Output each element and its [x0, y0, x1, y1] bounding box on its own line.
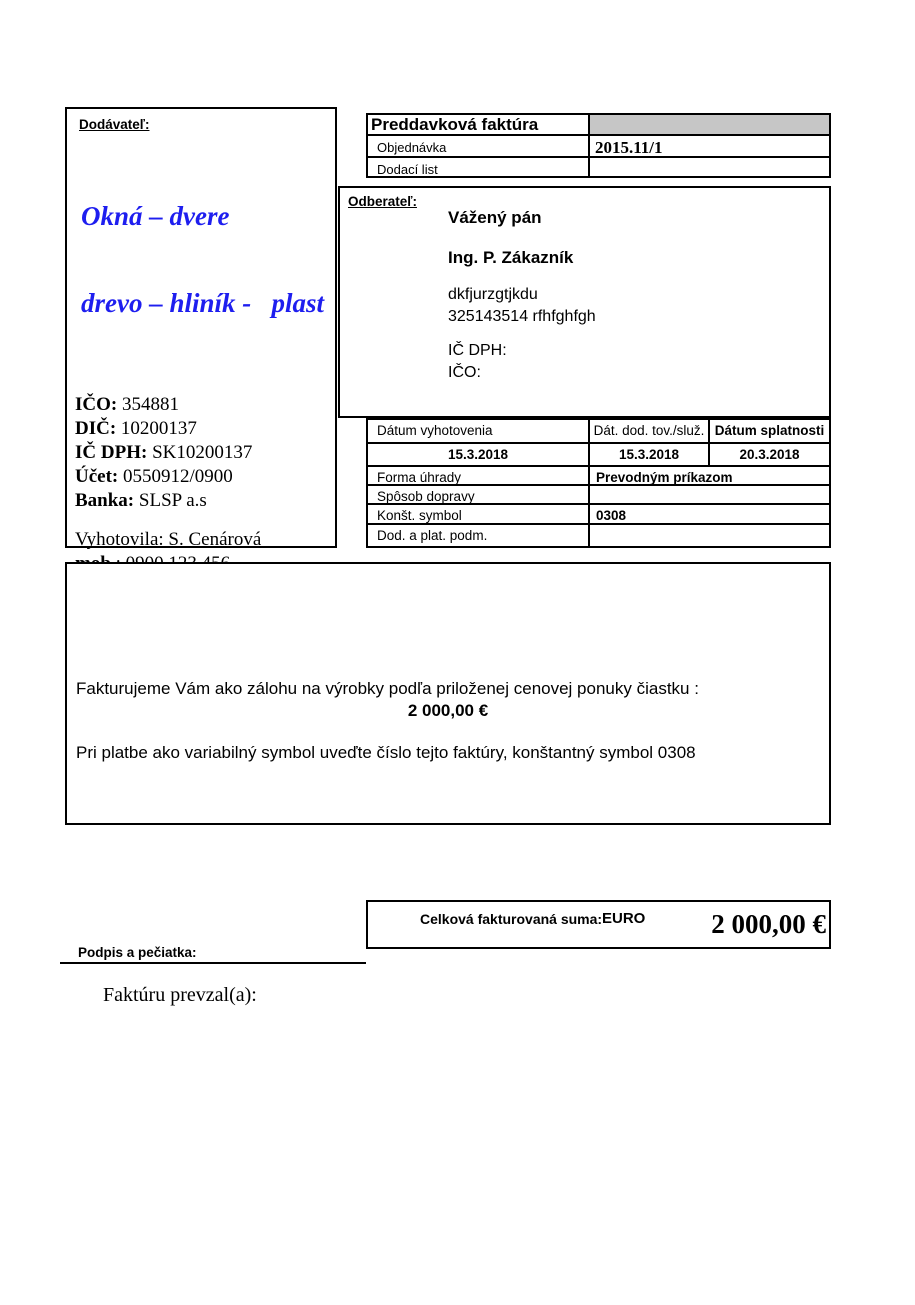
prepared-by-line: Vyhotovila: S. Cenárová [75, 529, 262, 550]
customer-vat-id-label: IČ DPH: [448, 342, 507, 359]
total-currency: EURO [602, 910, 646, 927]
constant-symbol-value: 0308 [588, 503, 829, 523]
supplier-tagline [81, 144, 335, 376]
supplier-detail-row [75, 465, 335, 489]
supplier-dic-value: 10200137 [120, 418, 197, 439]
invoice-number-cell [588, 115, 829, 134]
order-label: Objednávka [368, 134, 588, 156]
payment-form-label: Forma úhrady [368, 465, 588, 484]
payment-form-value: Prevodným príkazom [588, 465, 829, 484]
constant-symbol-label: Konšt. symbol [368, 503, 588, 523]
invoice-body-box [65, 562, 831, 825]
delivery-terms-label: Dod. a plat. podm. [368, 523, 588, 546]
customer-name: Ing. P. Zákazník [448, 248, 574, 267]
supplier-bank-label: Banka: [75, 490, 135, 511]
supplier-box [65, 107, 337, 548]
body-payment-note: Pri platbe ako variabilný symbol uveďte číslo tejto faktúry, konštantný symbol 0308 [76, 743, 696, 762]
supplier-icdph-value: SK10200137 [152, 442, 253, 463]
supplier-section-label: Dodávateľ: [79, 117, 150, 132]
invoice-header-table [366, 113, 831, 178]
delivery-note-label: Dodací list [368, 156, 588, 176]
customer-content [448, 208, 596, 384]
delivery-terms-value [588, 523, 829, 546]
supplier-account-value: 0550912/0900 [123, 466, 233, 487]
body-amount-line: 2 000,00 € [407, 701, 489, 720]
body-intro-line: Fakturujeme Vám ako zálohu na výrobky podľa priloženej cenovej ponuky čiastku : [76, 679, 699, 698]
supplier-details [75, 393, 335, 513]
supplier-dic-label: DIČ: [75, 418, 117, 439]
transport-label: Spôsob dopravy [368, 484, 588, 503]
supplier-detail-row [75, 417, 335, 441]
date-due-header: Dátum splatnosti [708, 420, 829, 442]
received-by-label: Faktúru prevzal(a): [103, 984, 257, 1006]
date-due-value: 20.3.2018 [708, 442, 829, 465]
customer-company-id-label: IČO: [448, 364, 481, 381]
supplier-ico-value: 354881 [121, 394, 179, 415]
customer-box [338, 186, 831, 418]
customer-address-line2: 325143514 rfhfghfgh [448, 308, 596, 325]
supplier-detail-row [75, 489, 335, 513]
supplier-ico-label: IČO: [75, 394, 118, 415]
invoice-details-table [366, 418, 831, 548]
total-box [366, 900, 831, 949]
supplier-detail-row [75, 441, 335, 465]
customer-salutation: Vážený pán [448, 208, 542, 227]
customer-address-line1: dkfjurzgtjkdu [448, 286, 538, 303]
total-label: Celková fakturovaná suma: [420, 911, 603, 927]
order-value: 2015.11/1 [588, 134, 829, 156]
transport-value [588, 484, 829, 503]
supplier-detail-row [75, 393, 335, 417]
supplier-icdph-label: IČ DPH: [75, 442, 148, 463]
total-amount: 2 000,00 € [711, 909, 826, 939]
date-delivery-value: 15.3.2018 [588, 442, 708, 465]
customer-section-label: Odberateľ: [348, 194, 417, 209]
date-issued-value: 15.3.2018 [368, 442, 588, 465]
invoice-title: Preddavková faktúra [371, 115, 539, 134]
signature-block [60, 944, 366, 964]
supplier-tagline-line1: Okná – dvere [81, 201, 230, 231]
date-delivery-header: Dát. dod. tov./služ. [588, 420, 708, 442]
signature-label: Podpis a pečiatka: [78, 945, 197, 960]
supplier-bank-value: SLSP a.s [138, 490, 207, 511]
supplier-account-label: Účet: [75, 466, 119, 487]
delivery-note-value [588, 156, 829, 176]
supplier-tagline-line2: drevo – hliník - plast [81, 288, 325, 318]
date-issued-header: Dátum vyhotovenia [377, 423, 493, 438]
